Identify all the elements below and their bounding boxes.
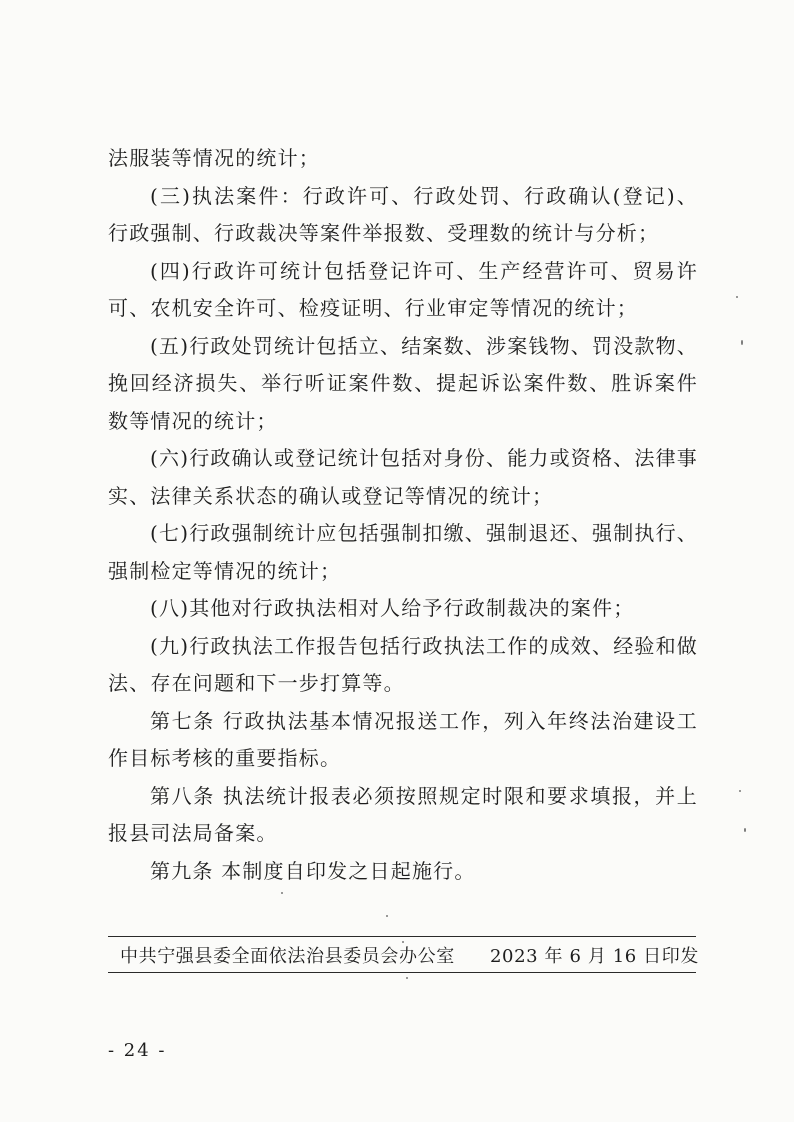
paragraph-continuation: 法服装等情况的统计； (108, 146, 320, 170)
article-9: 第九条 本制度自印发之日起施行。 (150, 858, 476, 883)
paragraph-item-6: (六)行政确认或登记统计包括对身份、能力或资格、法律事实、法律关系状态的确认或登记等情况的统计； (108, 446, 699, 508)
scan-speck (406, 977, 408, 979)
scan-speck (741, 340, 743, 345)
footer-issue-date: 2023 年 6 月 16 日印发 (490, 946, 699, 967)
scan-speck (281, 892, 283, 894)
paragraph-item-4: (四)行政许可统计包括登记许可、生产经营许可、贸易许可、农机安全许可、检疫证明、行业审定等情况的统计； (108, 258, 698, 320)
scan-speck (386, 915, 388, 917)
paragraph-item-3: (三)执法案件：行政许可、行政处罚、行政确认(登记)、 行政强制、行政裁决等案件举报数、受理数的统计与分析； (108, 183, 698, 245)
footer-issuer: 中共宁强县委全面依法治县委员会办公室 (120, 946, 455, 967)
scan-speck (736, 296, 738, 298)
paragraph-item-8: (八)其他对行政执法相对人给予行政制裁决的案件； (150, 596, 635, 620)
document-body (108, 140, 698, 890)
footer-bottom-rule (108, 972, 696, 973)
page-number: - 24 - (108, 1040, 167, 1061)
scan-speck (739, 790, 741, 792)
article-8: 第八条 执法统计报表必须按照规定时限和要求填报，并上报县司法局备案。 (108, 783, 698, 845)
paragraph-item-9: (九)行政执法工作报告包括行政执法工作的成效、经验和做法、存在问题和下一步打算等。 (108, 633, 699, 695)
scan-speck (744, 828, 746, 832)
article-7: 第七条 行政执法基本情况报送工作，列入年终法治建设工作目标考核的重要指标。 (108, 708, 698, 770)
scan-speck (402, 941, 404, 943)
paragraph-item-7: (七)行政强制统计应包括强制扣缴、强制退还、强制执行、强制检定等情况的统计； (108, 521, 699, 583)
paragraph-item-5: (五)行政处罚统计包括立、结案数、涉案钱物、罚没款物、挽回经济损失、举行听证案件数、提起诉讼案件数、胜诉案件数等情况的统计； (108, 333, 699, 433)
footer-top-rule (108, 936, 696, 937)
